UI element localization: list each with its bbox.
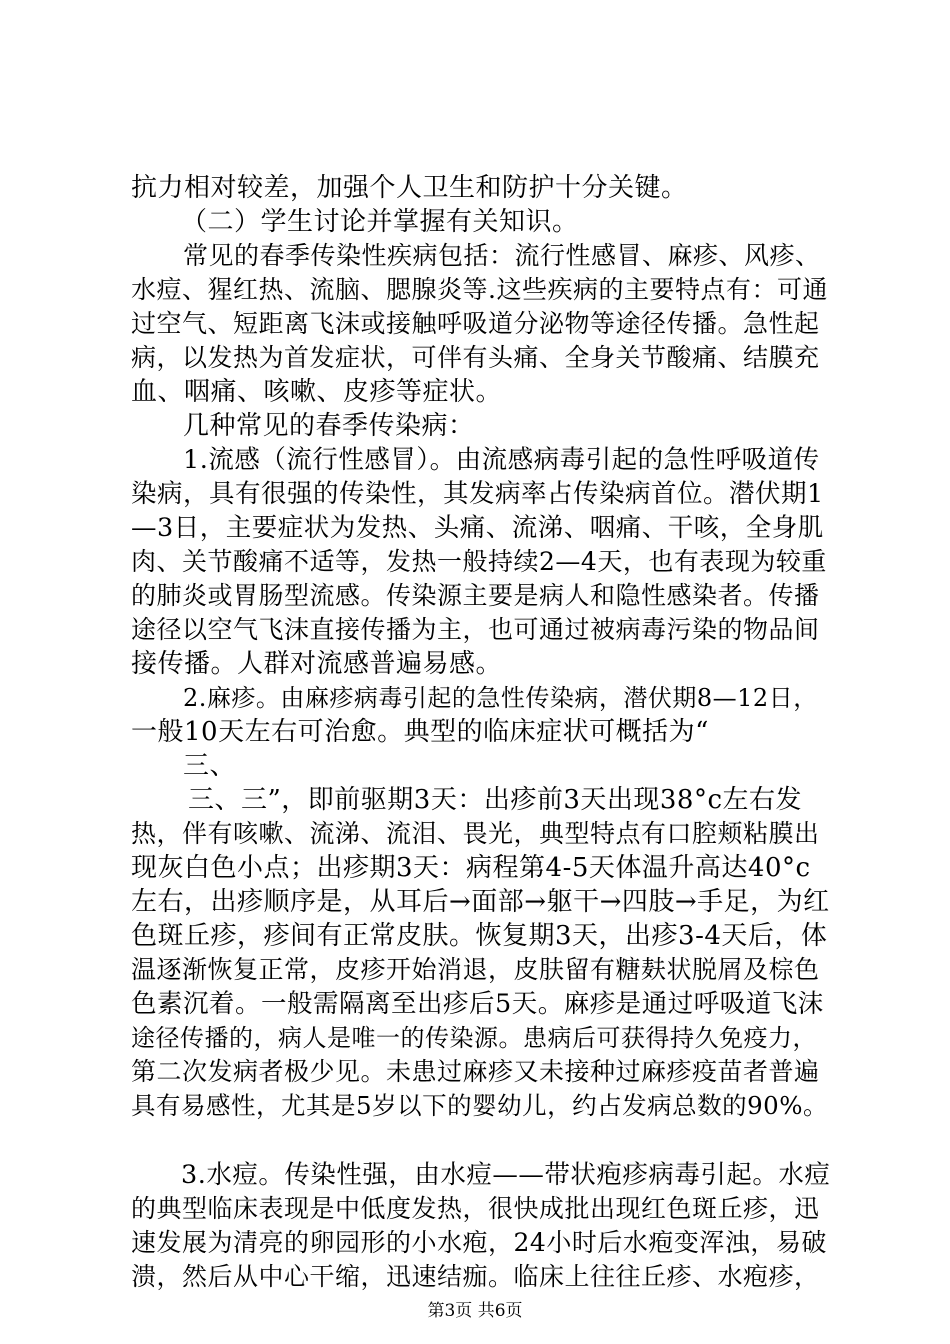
- page-footer: 第3页 共6页: [427, 1301, 523, 1321]
- text-line: 病，以发热为首发症状，可伴有头痛、全身关节酸痛、结膜充: [131, 343, 820, 372]
- text-line: 染病，具有很强的传染性，其发病率占传染病首位。潜伏期1: [131, 479, 824, 509]
- text-line: 色素沉着。一般需隔离至出疹后5天。麻疹是通过呼吸道飞沫: [131, 989, 824, 1019]
- text-line: 色斑丘疹，疹间有正常皮肤。恢复期3天，出疹3-4天后，体: [131, 921, 828, 951]
- text-line: 一般10天左右可治愈。典型的临床症状可概括为“: [131, 717, 709, 747]
- text-line: 血、咽痛、咳嗽、皮疹等症状。: [131, 377, 503, 407]
- text-line: 途径以空气飞沫直接传播为主，也可通过被病毒污染的物品间: [131, 615, 820, 644]
- text-line: 温逐渐恢复正常，皮疹开始消退，皮肤留有糖麸状脱屑及棕色: [131, 955, 820, 984]
- text-line: （二）学生讨论并掌握有关知识。: [181, 207, 579, 237]
- text-line: —3日，主要症状为发热、头痛、流涕、咽痛、干咳，全身肌: [131, 513, 824, 543]
- text-line: 抗力相对较差，加强个人卫生和防护十分关键。: [131, 173, 688, 203]
- text-line: 左右，出疹顺序是，从耳后→面部→躯干→四肢→手足，为红: [131, 887, 830, 917]
- text-line: 第二次发病者极少见。未患过麻疹又未接种过麻疹疫苗者普遍: [131, 1057, 820, 1086]
- text-line: 的肺炎或胃肠型流感。传染源主要是病人和隐性感染者。传播: [131, 581, 820, 610]
- text-line: 具有易感性，尤其是5岁以下的婴幼儿，约占发病总数的90%。: [131, 1091, 829, 1120]
- text-line: 1.流感（流行性感冒）。由流感病毒引起的急性呼吸道传: [183, 445, 820, 475]
- text-line: 三、: [183, 751, 237, 781]
- text-line: 过空气、短距离飞沫或接触呼吸道分泌物等途径传播。急性起: [131, 309, 820, 338]
- text-line: 速发展为清亮的卵园形的小水疱，24小时后水疱变浑浊，易破: [131, 1228, 827, 1257]
- text-line: 水痘、猩红热、流脑、腮腺炎等.这些疾病的主要特点有：可通: [131, 275, 828, 304]
- text-line: 现灰白色小点；出疹期3天：病程第4-5天体温升高达40°c: [131, 853, 811, 883]
- text-line: 肉、关节酸痛不适等，发热一般持续2—4天，也有表现为较重: [131, 547, 827, 576]
- text-line: 接传播。人群对流感普遍易感。: [131, 649, 503, 679]
- text-line: 途径传播的，病人是唯一的传染源。患病后可获得持久免疫力，: [131, 1024, 817, 1052]
- text-line: 几种常见的春季传染病：: [183, 411, 475, 441]
- text-line: 三、三”，即前驱期3天：出疹前3天出现38°c左右发: [188, 785, 803, 815]
- text-line: 的典型临床表现是中低度发热，很快成批出现红色斑丘疹，迅: [131, 1194, 820, 1223]
- text-line: 3.水痘。传染性强，由水痘——带状疱疹病毒引起。水痘: [181, 1160, 831, 1190]
- text-line: 热，伴有咳嗽、流涕、流泪、畏光，典型特点有口腔颊粘膜出: [131, 819, 820, 848]
- text-line: 2.麻疹。由麻疹病毒引起的急性传染病，潜伏期8—12日，: [183, 684, 818, 712]
- text-line: 溃，然后从中心干缩，迅速结痂。临床上往往丘疹、水疱疹，: [131, 1262, 820, 1291]
- text-line: 常见的春季传染性疾病包括：流行性感冒、麻疹、风疹、: [183, 241, 821, 270]
